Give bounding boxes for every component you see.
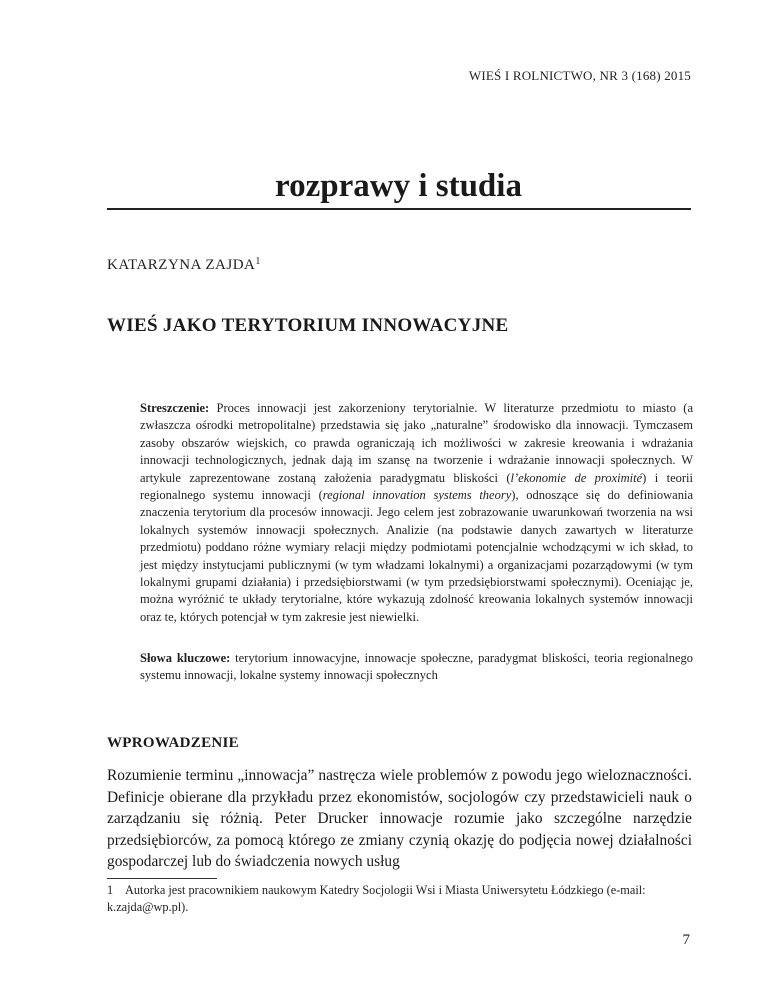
abstract bbox=[140, 400, 693, 626]
abstract-italic-term-2: regional innovation systems theory bbox=[322, 488, 512, 503]
abstract-text-3: ), odnoszące się do definiowania znaczenia terytorium dla procesów innowacji. Jego celem jest zobrazowanie uwarunkowań tworzenia na wsi lokalnych systemów innowacji społecznych. Analizie (na podstawie danych zawartych w literaturze przedmiotu) poddano różne wymiary relacji między podmiotami potencjalnie wchodzącymi w ich skład, to jest między instytucjami publicznymi (w tym władzami lokalnymi) a organizacjami pozarządowymi (w tym lokalnymi grupami działania) i przedsiębiorstwami (w tym przedsiębiorstwami społecznymi). Oceniając je, można wyróżnić te układy terytorialne, które wykazują zdolność kreowania lokalnych systemów innowacji oraz te, których potencjał w tym zakresie jest niewielki. bbox=[140, 488, 693, 624]
intro-paragraph: Rozumienie terminu „innowacja” nastręcza wiele problemów z powodu jego wieloznaczności. Definicje obierane dla przykładu przez ekonomistów, socjologów czy przedstawicieli nauk o zarządzaniu się różnią. Peter Drucker innowacje rozumie jako szczególne narzędzie przedsiębiorców, za pomocą którego ze zmiany czynią okazję do podjęcia nowej działalności gospodarczej lub do świadczenia nowych usług bbox=[107, 767, 692, 870]
journal-header: WIEŚ I ROLNICTWO, NR 3 (168) 2015 bbox=[468, 68, 691, 83]
section-title: rozprawy i studia bbox=[275, 168, 522, 204]
page-number: 7 bbox=[682, 932, 690, 948]
article-title: WIEŚ JAKO TERYTORIUM INNOWACYJNE bbox=[107, 315, 509, 336]
abstract-text-1: Proces innowacji jest zakorzeniony terytorialnie. W literaturze przedmiotu to miasto (a zwłaszcza ośrodki metropolitalne) przedstawia się jako „naturalne” środowisko dla innowacji. Tymczasem zasoby obszarów wiejskich, co prawda ograniczają ich możliwości w zakresie kreowania i wdrażania innowacji technologicznych, jednak dają im szansę na tworzenie i wdrażanie innowacji społecznych. W artykule zaprezentowane zostaną założenia paradygmatu bliskości ( bbox=[140, 401, 693, 485]
author-name bbox=[107, 256, 260, 274]
author-footnote-mark[interactable]: 1 bbox=[255, 256, 261, 267]
keywords-label: Słowa kluczowe: bbox=[140, 651, 231, 665]
keywords-text: terytorium innowacyjne, innowacje społeczne, paradygmat bliskości, teoria regionalnego systemu innowacji, lokalne systemy innowacji społecznych bbox=[140, 651, 693, 683]
section-divider bbox=[107, 208, 691, 210]
footnote bbox=[107, 882, 692, 916]
footnote-divider bbox=[107, 878, 217, 879]
abstract-text-2: ) i teorii regionalnego systemu innowacji ( bbox=[140, 470, 693, 503]
intro-heading: WPROWADZENIE bbox=[107, 735, 239, 751]
abstract-italic-term-1: l’ekonomie de proximité bbox=[510, 470, 643, 485]
footnote-mark: 1 bbox=[107, 883, 114, 897]
author-name-text: KATARZYNA ZAJDA bbox=[107, 257, 256, 273]
footnote-text: Autorka jest pracownikiem naukowym Katedry Socjologii Wsi i Miasta Uniwersytetu Łódzkiego (e-mail: k.zajda@wp.pl). bbox=[107, 883, 646, 914]
abstract-label: Streszczenie: bbox=[140, 401, 210, 415]
keywords bbox=[140, 650, 693, 685]
